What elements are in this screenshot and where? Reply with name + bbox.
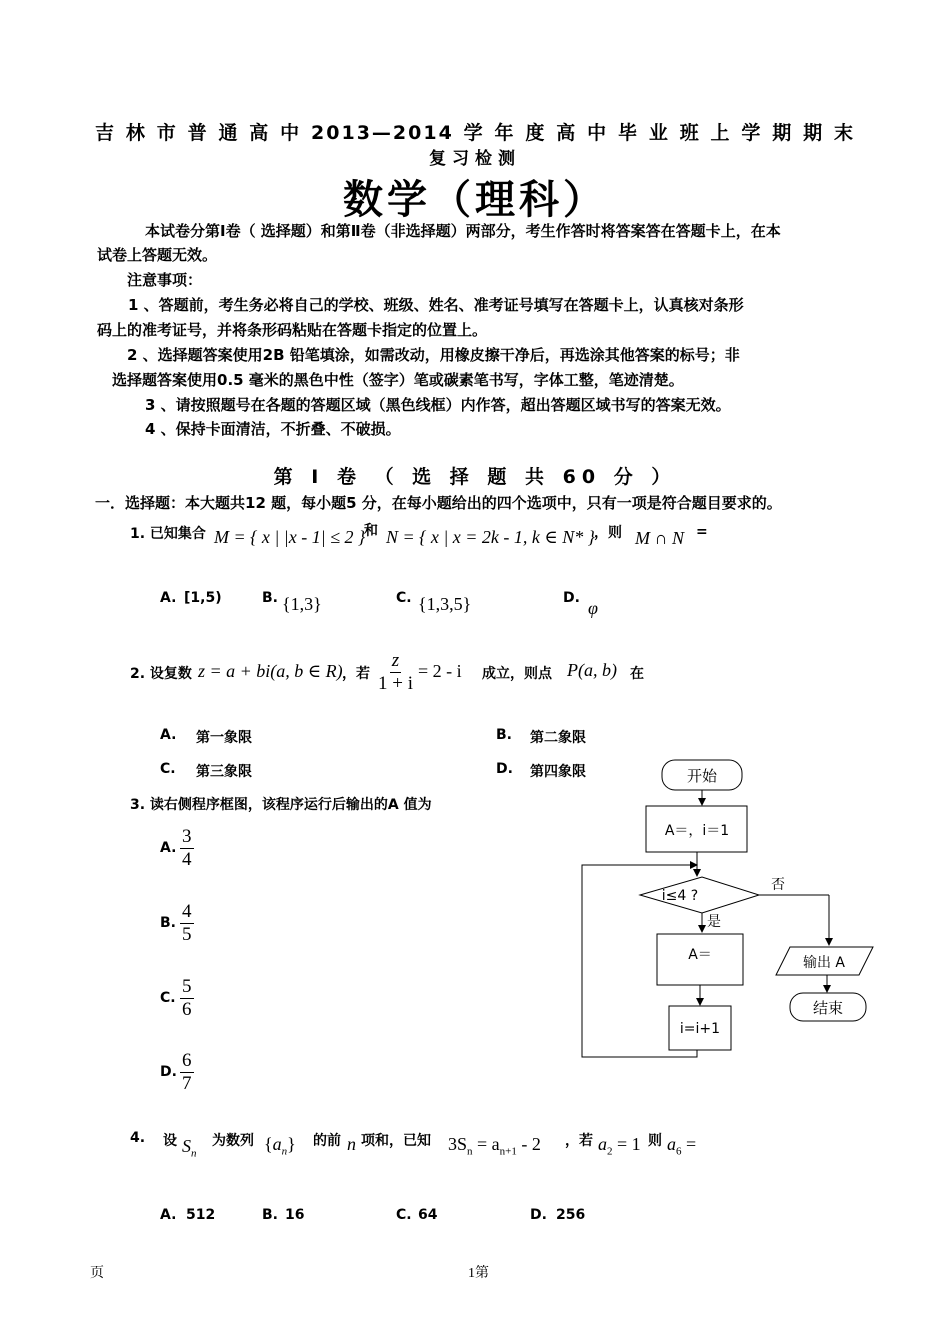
q3-option-b-den: 5 xyxy=(182,924,192,945)
q4-number: 4. xyxy=(130,1130,146,1146)
q1-and: 和 xyxy=(364,523,378,539)
q3-stem: 3. 读右侧程序框图，该程序运行后输出的A 值为 xyxy=(130,797,432,813)
q1-set-m: M = { x | |x - 1| ≤ 2 } xyxy=(214,527,366,547)
q1-option-c: {1,3,5} xyxy=(418,594,472,614)
q1-eq: = xyxy=(696,524,708,540)
q4-option-b: 16 xyxy=(285,1207,305,1223)
q3-option-d-frac xyxy=(180,1050,194,1095)
q4-option-c: 64 xyxy=(418,1207,438,1223)
q2-fraction xyxy=(378,650,413,695)
q2-option-a: 第一象限 xyxy=(196,730,252,746)
notice-2a: 2 、选择题答案使用2B 铅笔填涂，如需改动，用橡皮擦干净后，再选涂其他答案的标号；非 xyxy=(127,346,740,364)
flow-condition-node xyxy=(640,877,759,913)
q3-option-b-num: 4 xyxy=(182,901,192,922)
q2-if: ，若 xyxy=(342,666,370,682)
q4-equation: $3S_n = a_{n+1} - 2$ xyxy=(448,1134,541,1158)
q4-option-a-label: A. xyxy=(160,1207,177,1223)
q2-option-a-label: A. xyxy=(160,727,177,743)
q3-option-a-label: A. xyxy=(160,840,177,856)
flow-end-text: 结束 xyxy=(812,999,844,1017)
q4-sn: $S_n$ xyxy=(182,1136,197,1160)
q2-option-d: 第四象限 xyxy=(530,764,586,780)
q4-then: 则 xyxy=(648,1133,662,1149)
q1-option-d-label: D. xyxy=(563,590,580,606)
q3-option-a-num: 3 xyxy=(182,826,192,847)
notice-title: 注意事项： xyxy=(127,271,203,289)
q4-if: ，若 xyxy=(565,1133,593,1149)
q4-option-c-label: C. xyxy=(396,1207,412,1223)
q1-option-a-label: A. xyxy=(160,590,177,606)
q2-option-b: 第二象限 xyxy=(530,730,586,746)
q2-option-b-label: B. xyxy=(496,727,512,743)
q3-option-d-den: 7 xyxy=(182,1073,192,1094)
notice-2b: 选择题答案使用0.5 毫米的黑色中性（签字）笔或碳素笔书写，字体工整，笔迹清楚。 xyxy=(112,371,684,389)
intro-line2: 试卷上答题无效。 xyxy=(97,246,218,264)
exam-header-line2: 复习检测 xyxy=(429,149,521,169)
q1-option-b-label: B. xyxy=(262,590,278,606)
q2-option-c-label: C. xyxy=(160,761,176,777)
section-title: 第 Ⅰ 卷 （ 选 择 题 共 60 分 ） xyxy=(273,466,677,488)
q4-sum: 项和，已知 xyxy=(361,1133,431,1149)
flow-yes-label: 是 xyxy=(707,914,721,930)
q2-frac-num: z xyxy=(391,650,400,671)
q4-a6: $a_6$ = xyxy=(667,1134,697,1158)
q2-z-def: z = a + bi(a, b ∈ R) xyxy=(198,661,343,681)
exam-subject-title: 数学（理科） xyxy=(343,176,607,223)
q4-option-a: 512 xyxy=(186,1207,216,1223)
q2-prefix: 2. 设复数 xyxy=(130,666,192,682)
q1-set-n: N = { x | x = 2k - 1, k ∈ N* } xyxy=(386,527,595,547)
q1-option-a: [1,5) xyxy=(184,590,222,606)
flow-increment-text: i=i+1 xyxy=(679,1021,721,1037)
notice-1b: 码上的准考证号，并将条形码粘贴在答题卡指定的位置上。 xyxy=(97,321,488,339)
part-description: 一．选择题：本大题共12 题，每小题5 分，在每小题给出的四个选项中，只有一项是符合题目要求的。 xyxy=(95,494,782,512)
q1-prefix: 1. 已知集合 xyxy=(130,526,206,542)
q4-of: 的前 xyxy=(313,1133,341,1149)
intro-line1: 本试卷分第Ⅰ卷（ 选择题）和第Ⅱ卷（非选择题）两部分，考生作答时将答案答在答题卡上，在本 xyxy=(145,222,781,240)
flow-no-label: 否 xyxy=(771,877,785,893)
notice-1a: 1 、答题前，考生务必将自己的学校、班级、姓名、准考证号填写在答题卡上，认真核对条形 xyxy=(128,296,744,314)
q1-option-d: φ xyxy=(588,598,598,618)
q2-rhs: = 2 - i xyxy=(418,661,462,681)
footer-left: 页 xyxy=(90,1266,104,1281)
q3-option-b-frac xyxy=(180,901,194,946)
q2-frac-den: 1 + i xyxy=(378,673,413,694)
notice-4: 4 、保持卡面清洁，不折叠、不破损。 xyxy=(145,420,401,438)
q4-n: n xyxy=(347,1134,356,1154)
footer-page-number: 1第 xyxy=(468,1266,489,1281)
q1-then: ，则 xyxy=(594,525,622,541)
flow-output-text: 输出 A xyxy=(802,955,846,971)
q1-option-b: {1,3} xyxy=(282,594,322,614)
q1-option-c-label: C. xyxy=(396,590,412,606)
notice-3: 3 、请按照题号在各题的答题区域（黑色线框）内作答，超出答题区域书写的答案无效。 xyxy=(145,396,731,414)
q2-tail1: 成立，则点 xyxy=(482,666,552,682)
q2-point: P(a, b) xyxy=(567,660,617,680)
q4-option-d: 256 xyxy=(556,1207,586,1223)
flow-assign-text: A＝ xyxy=(688,947,712,963)
exam-header-line1: 吉林市普通高中2013—2014学年度高中毕业班上学期期末 xyxy=(95,122,855,144)
q3-option-d-num: 6 xyxy=(182,1050,192,1071)
flow-init-text: A＝，i＝1 xyxy=(664,823,730,839)
q2-option-d-label: D. xyxy=(496,761,513,777)
q4-a2: $a_2 = 1$ xyxy=(598,1134,641,1158)
q3-option-a-frac xyxy=(180,826,194,871)
flow-start-text: 开始 xyxy=(686,767,718,785)
q3-option-d-label: D. xyxy=(160,1064,177,1080)
flowchart xyxy=(575,755,885,1070)
q3-option-c-den: 6 xyxy=(182,999,192,1020)
q3-option-c-num: 5 xyxy=(182,976,192,997)
q2-option-c: 第三象限 xyxy=(196,764,252,780)
q2-tail2: 在 xyxy=(630,666,644,682)
q4-is: 为数列 xyxy=(212,1133,254,1149)
q3-option-b-label: B. xyxy=(160,915,176,931)
q1-expr: M ∩ N xyxy=(635,528,684,548)
q3-option-a-den: 4 xyxy=(182,849,192,870)
q4-let: 设 xyxy=(163,1133,177,1149)
q4-an: $\{a_n\}$ xyxy=(264,1134,296,1158)
flow-condition-text: i≤4 ? xyxy=(661,888,699,904)
q4-option-b-label: B. xyxy=(262,1207,278,1223)
q4-option-d-label: D. xyxy=(530,1207,547,1223)
q3-option-c-frac xyxy=(180,976,194,1021)
q3-option-c-label: C. xyxy=(160,990,176,1006)
